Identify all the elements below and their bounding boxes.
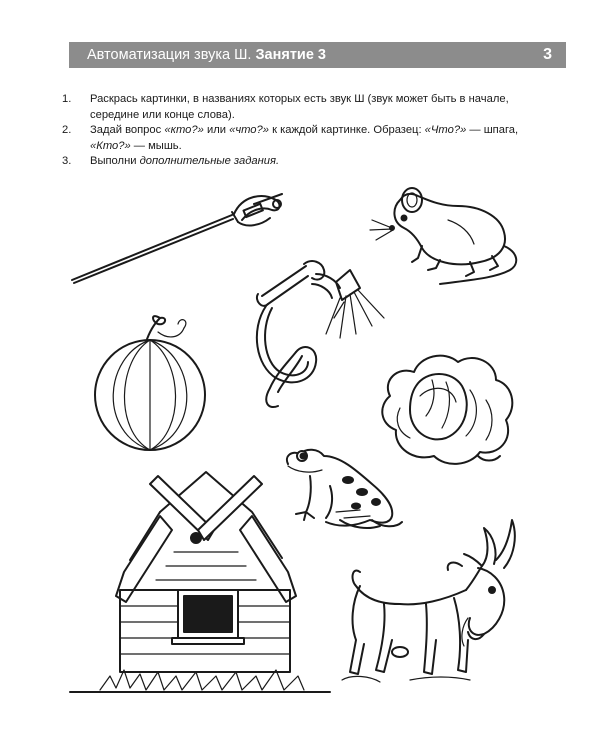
instruction-question: «что?» (229, 124, 269, 136)
instruction-number: 3. (62, 155, 72, 167)
sword-icon (72, 194, 282, 283)
title-bold: Занятие 3 (255, 47, 326, 63)
instruction-part: к каждой картинке. Образец: (268, 124, 425, 136)
cabbage-icon (382, 356, 512, 464)
instruction-part: — мышь. (130, 139, 182, 152)
instruction-question: «Кто?» (90, 139, 131, 152)
page-number: 3 (543, 46, 552, 63)
instruction-emphasis: дополнительные задания. (139, 155, 280, 167)
instruction-part: или (203, 124, 230, 136)
instruction-part: Выполни (90, 155, 140, 167)
mouse-icon (370, 188, 516, 284)
frog-icon (287, 450, 402, 528)
instruction-part: Задай вопрос (90, 124, 165, 136)
title-regular: Автоматизация звука Ш. (87, 47, 252, 63)
instruction-part: — шпага, (466, 124, 519, 136)
house-icon (70, 472, 330, 692)
instruction-text: Раскрась картинки, в названиях которых есть звук Ш (звук может быть в начале, середине или конце слова). (90, 93, 509, 121)
instruction-number: 1. (62, 93, 72, 105)
shower-icon (257, 261, 384, 407)
instruction-number: 2. (62, 124, 72, 136)
watermelon-icon (95, 316, 205, 450)
goat-icon (342, 520, 515, 682)
instruction-question: «Что?» (424, 124, 467, 136)
instruction-question: «кто?» (164, 124, 204, 136)
